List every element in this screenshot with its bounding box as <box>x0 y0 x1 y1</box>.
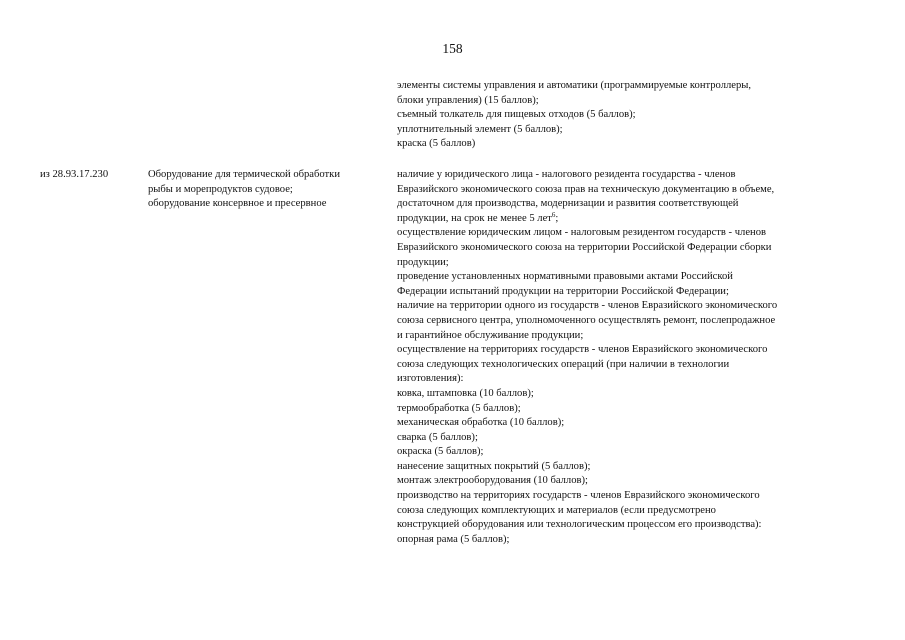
text-line: опорная рама (5 баллов); <box>397 533 510 545</box>
requirements-cell <box>397 168 872 547</box>
text-line: осуществление на территориях государств - членов Евразийского экономического <box>397 344 768 356</box>
text-line: конструкцией оборудования или технологическим процессом его производства): <box>397 519 762 531</box>
text-line: союза следующих технологических операций (при наличии в технологии <box>397 358 730 370</box>
page-number: 158 <box>442 41 463 56</box>
text-line: и гарантийное обслуживание продукции; <box>397 329 584 341</box>
text-line: Оборудование для термической обработки <box>148 169 341 180</box>
text-line: продукции; <box>397 256 449 268</box>
text-line: союза сервисного центра, уполномоченного осуществлять ремонт, послепродажное <box>397 314 776 326</box>
text-line: блоки управления) (15 баллов); <box>397 94 539 106</box>
text-line: ковка, штамповка (10 баллов); <box>397 387 534 399</box>
product-code: из 28.93.17.230 <box>40 169 109 180</box>
text-line: наличие у юридического лица - налогового резидента государства - членов <box>397 169 736 180</box>
text-line: проведение установленных нормативными правовыми актами Российской <box>397 271 733 283</box>
text-line <box>397 212 872 227</box>
text-line: термообработка (5 баллов); <box>397 402 521 414</box>
text-line: Евразийского экономического союза на территории Российской Федерации сборки <box>397 241 772 253</box>
text-line: уплотнительный элемент (5 баллов); <box>397 123 563 135</box>
text-line: оборудование консервное и пресервное <box>148 198 327 210</box>
text-line: Евразийского экономического союза прав на техническую документацию в объеме, <box>397 183 775 195</box>
text-segment: ; <box>555 212 559 224</box>
text-line: окраска (5 баллов); <box>397 446 484 458</box>
text-line: достаточном для производства, модернизации и развития соответствующей <box>397 198 739 210</box>
text-line: союза следующих комплектующих и материалов (если предусмотрено <box>397 504 716 516</box>
footnote-marker: 6 <box>551 210 556 219</box>
product-name-cell <box>148 168 388 212</box>
text-line: производство на территориях государств - членов Евразийского экономического <box>397 490 760 502</box>
text-line: краска (5 баллов) <box>397 138 476 150</box>
text-line: съемный толкатель для пищевых отходов (5 баллов); <box>397 109 636 121</box>
product-code-cell <box>40 168 140 183</box>
text-line: Федерации испытаний продукции на территории Российской Федерации; <box>397 285 729 297</box>
text-line: элементы системы управления и автоматики (программируемые контроллеры, <box>397 80 752 91</box>
text-line: механическая обработка (10 баллов); <box>397 417 565 429</box>
text-line: наличие на территории одного из государств - членов Евразийского экономического <box>397 300 778 312</box>
text-line: изготовления): <box>397 373 464 385</box>
text-line: сварка (5 баллов); <box>397 431 478 443</box>
text-line: осуществление юридическим лицом - налоговым резидентом государств - членов <box>397 227 767 239</box>
text-line: монтаж электрооборудования (10 баллов); <box>397 475 588 487</box>
text-line: рыбы и морепродуктов судовое; <box>148 183 293 195</box>
continued-requirements-cell <box>397 79 872 152</box>
text-segment: продукции, на срок не менее 5 лет <box>397 212 552 224</box>
text-line: нанесение защитных покрытий (5 баллов); <box>397 460 591 472</box>
